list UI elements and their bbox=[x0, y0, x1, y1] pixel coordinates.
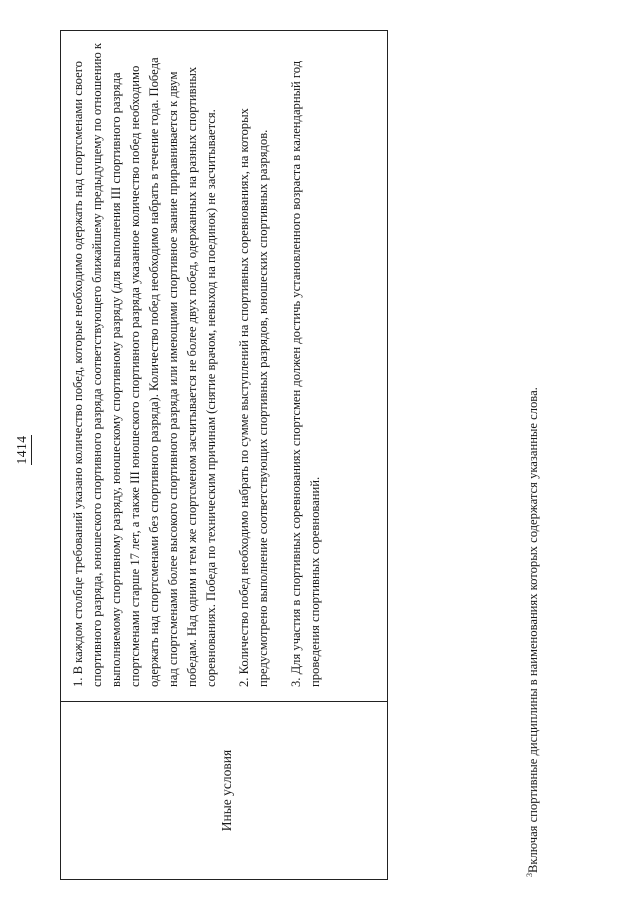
condition-paragraph-2: 2. Количество побед необходимо набрать по сумме выступлений на спортивных соревнованиях, на которых предусмотрено выполнение соответствующих спортивных разрядов, юношеских спортивных разрядов. bbox=[237, 108, 270, 687]
footnote-text: Включая спортивные дисциплины в наименованиях которых содержатся указанные слова. bbox=[526, 387, 541, 873]
page-number: 1414 bbox=[14, 432, 32, 468]
table-label-cell bbox=[61, 701, 387, 879]
condition-paragraph-3: 3. Для участия в спортивных соревнованиях спортсмен должен достичь установленного возраста в календарный год проведения спортивных соревнований. bbox=[289, 60, 322, 687]
conditions-table bbox=[60, 30, 388, 880]
table-content-cell bbox=[61, 31, 387, 701]
condition-paragraph-1: 1. В каждом столбце требований указано количество побед, которые необходимо одержать над спортсменами своего спортивного разряда, юношеского спортивного разряда соответствующего ближайшему предыдущему по отношению к выполняемому спортивному разряду, юношескому спортивному разряду (для выполнения III спортивного разряда спортсменами старше 17 лет, а также III юношеского спортивного разряда указанное количество побед необходимо одержать над спортсменами без спортивного разряда). Количество побед необходимо набрать в течение года. Победа над спортсменами более высокого спортивного разряда или имеющими спортивное звание приравнивается к двум победам. Над одним и тем же спортсменом засчитывается не более двух побед, одержанных на разных спортивных соревнованиях. Победа по техническим причинам (снятие врачом, невыход на поединок) не засчитывается. bbox=[71, 42, 218, 687]
table-label: Иные условия bbox=[219, 749, 234, 832]
footnote-marker: 3 bbox=[525, 873, 534, 877]
footnote bbox=[525, 157, 541, 877]
